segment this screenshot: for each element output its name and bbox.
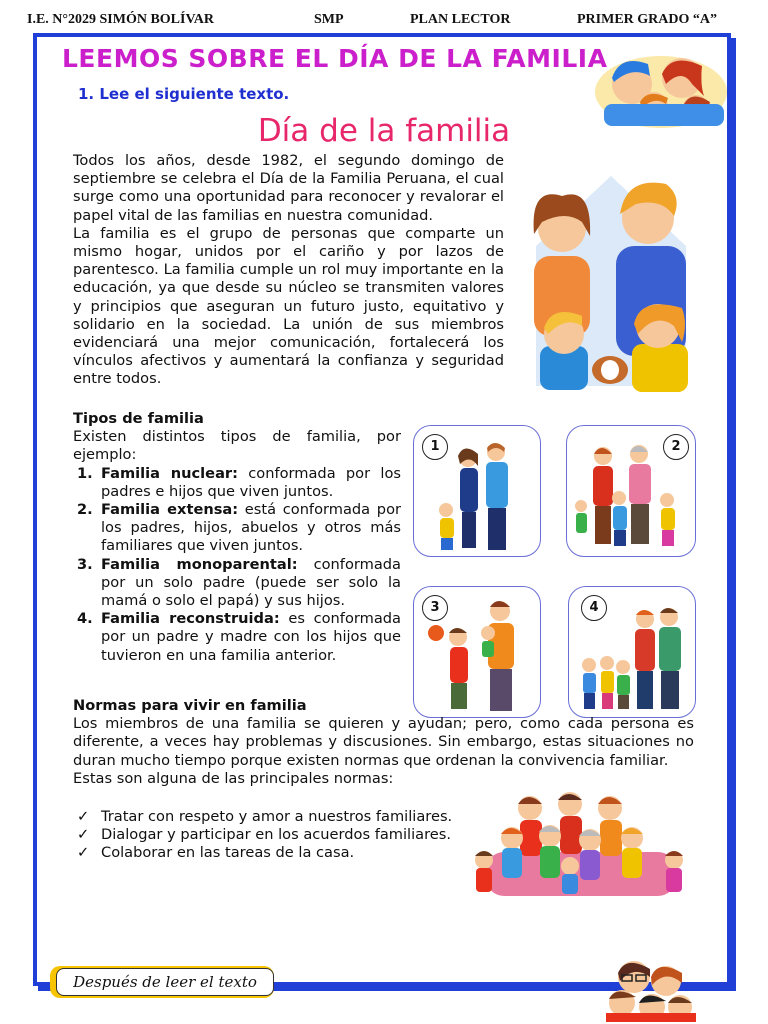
family-card-1 — [413, 425, 541, 557]
intro-paragraph-2: La familia es el grupo de personas que comparte un mismo hogar, unidos por el cariño y por lazos de parentesco. La familia cumple un rol muy importante en la educación, ya que desde su núcleo se transmiten valores y principios que aseguran un futuro justo, equitativo y solidario en la sociedad. La unión de sus miembros evidenciará una mejor comunicación, fortalecerá los vínculos afectivos y aumentará la confianza y seguridad entre todos. — [73, 224, 504, 388]
item-number: 1. — [77, 464, 93, 482]
norm-text: Tratar con respeto y amor a nuestros familiares. — [101, 808, 453, 825]
item-number: 2. — [77, 501, 93, 519]
check-icon: ✓ — [77, 808, 90, 825]
item-desc: conformada por un solo padre (puede ser solo la mamá o solo el papá) y sus hijos. — [101, 555, 401, 610]
nuclear-family-icon — [434, 432, 534, 554]
list-item — [73, 844, 454, 862]
district-label: SMP — [314, 12, 344, 27]
item-number: 3. — [77, 555, 93, 573]
intro-text — [73, 152, 504, 389]
norms-heading: Normas para vivir en familia — [73, 697, 307, 714]
family-card-2 — [566, 425, 696, 557]
item-desc: es conformada por un padre y madre con los hijos que tuvieron en una familia anterior. — [101, 610, 401, 664]
card-number: 3 — [422, 595, 448, 621]
card-number: 4 — [581, 595, 607, 621]
types-list — [73, 465, 401, 665]
subject-label: PLAN LECTOR — [410, 12, 511, 27]
grade-label: PRIMER GRADO “A” — [577, 12, 717, 27]
norms-list — [73, 808, 454, 863]
types-section — [73, 410, 401, 665]
extended-family-icon — [575, 440, 691, 554]
norm-text: Dialogar y participar en los acuerdos familiares. — [101, 826, 452, 844]
list-item — [73, 610, 401, 665]
intro-paragraph-1: Todos los años, desde 1982, el segundo domingo de septiembre se celebra el Día de la Familia Peruana, el cual surge como una oportunidad para reconocer y revalorar el papel vital de las familias en nuestra comunidad. — [73, 152, 504, 224]
types-intro: Existen distintos tipos de familia, por ejemplo: — [73, 428, 401, 464]
item-desc: está conformada por los padres, hijos, abuelos y otros más familiares que viven juntos. — [101, 501, 401, 555]
norms-section — [73, 697, 694, 788]
card-number: 1 — [422, 434, 448, 460]
norm-text: Colaborar en las tareas de la casa. — [101, 844, 355, 862]
card-number: 2 — [663, 434, 689, 460]
list-item — [73, 501, 401, 556]
item-term: Familia extensa: — [101, 501, 239, 519]
check-icon: ✓ — [77, 844, 90, 862]
item-term: Familia nuclear: — [101, 464, 238, 482]
school-name: I.E. N°2029 SIMÓN BOLÍVAR — [27, 12, 214, 27]
item-number: 4. — [77, 610, 93, 628]
footer-section-label: Después de leer el texto — [56, 968, 274, 996]
list-item — [73, 465, 401, 501]
list-item — [73, 556, 401, 611]
item-desc: conformada por los padres e hijos que viven juntos. — [101, 464, 401, 500]
family-group-illustration — [466, 790, 696, 900]
types-heading: Tipos de familia — [73, 410, 204, 427]
list-item — [73, 808, 454, 826]
norms-intro: Estas son alguna de las principales normas: — [73, 769, 394, 787]
list-item — [73, 826, 454, 844]
norms-paragraph: Los miembros de una familia se quieren y ayudan; pero, como cada persona es diferente, a veces hay problemas y discusiones. Sin embargo, estas situaciones no duran mucho tiempo porque existen normas que ordenan la convivencia familiar. — [73, 715, 694, 769]
check-icon: ✓ — [77, 826, 90, 844]
reading-title: Día de la familia — [257, 113, 511, 149]
instruction: 1. Lee el siguiente texto. — [78, 85, 290, 103]
page-header — [0, 12, 768, 30]
kids-illustration-bottom — [600, 955, 700, 1022]
item-term: Familia monoparental: — [101, 555, 298, 573]
norms-list-wrapper — [73, 808, 454, 863]
family-illustration-main — [516, 156, 706, 396]
item-term: Familia reconstruida: — [101, 610, 280, 628]
worksheet-title: LEEMOS SOBRE EL DÍA DE LA FAMILIA — [62, 44, 608, 73]
